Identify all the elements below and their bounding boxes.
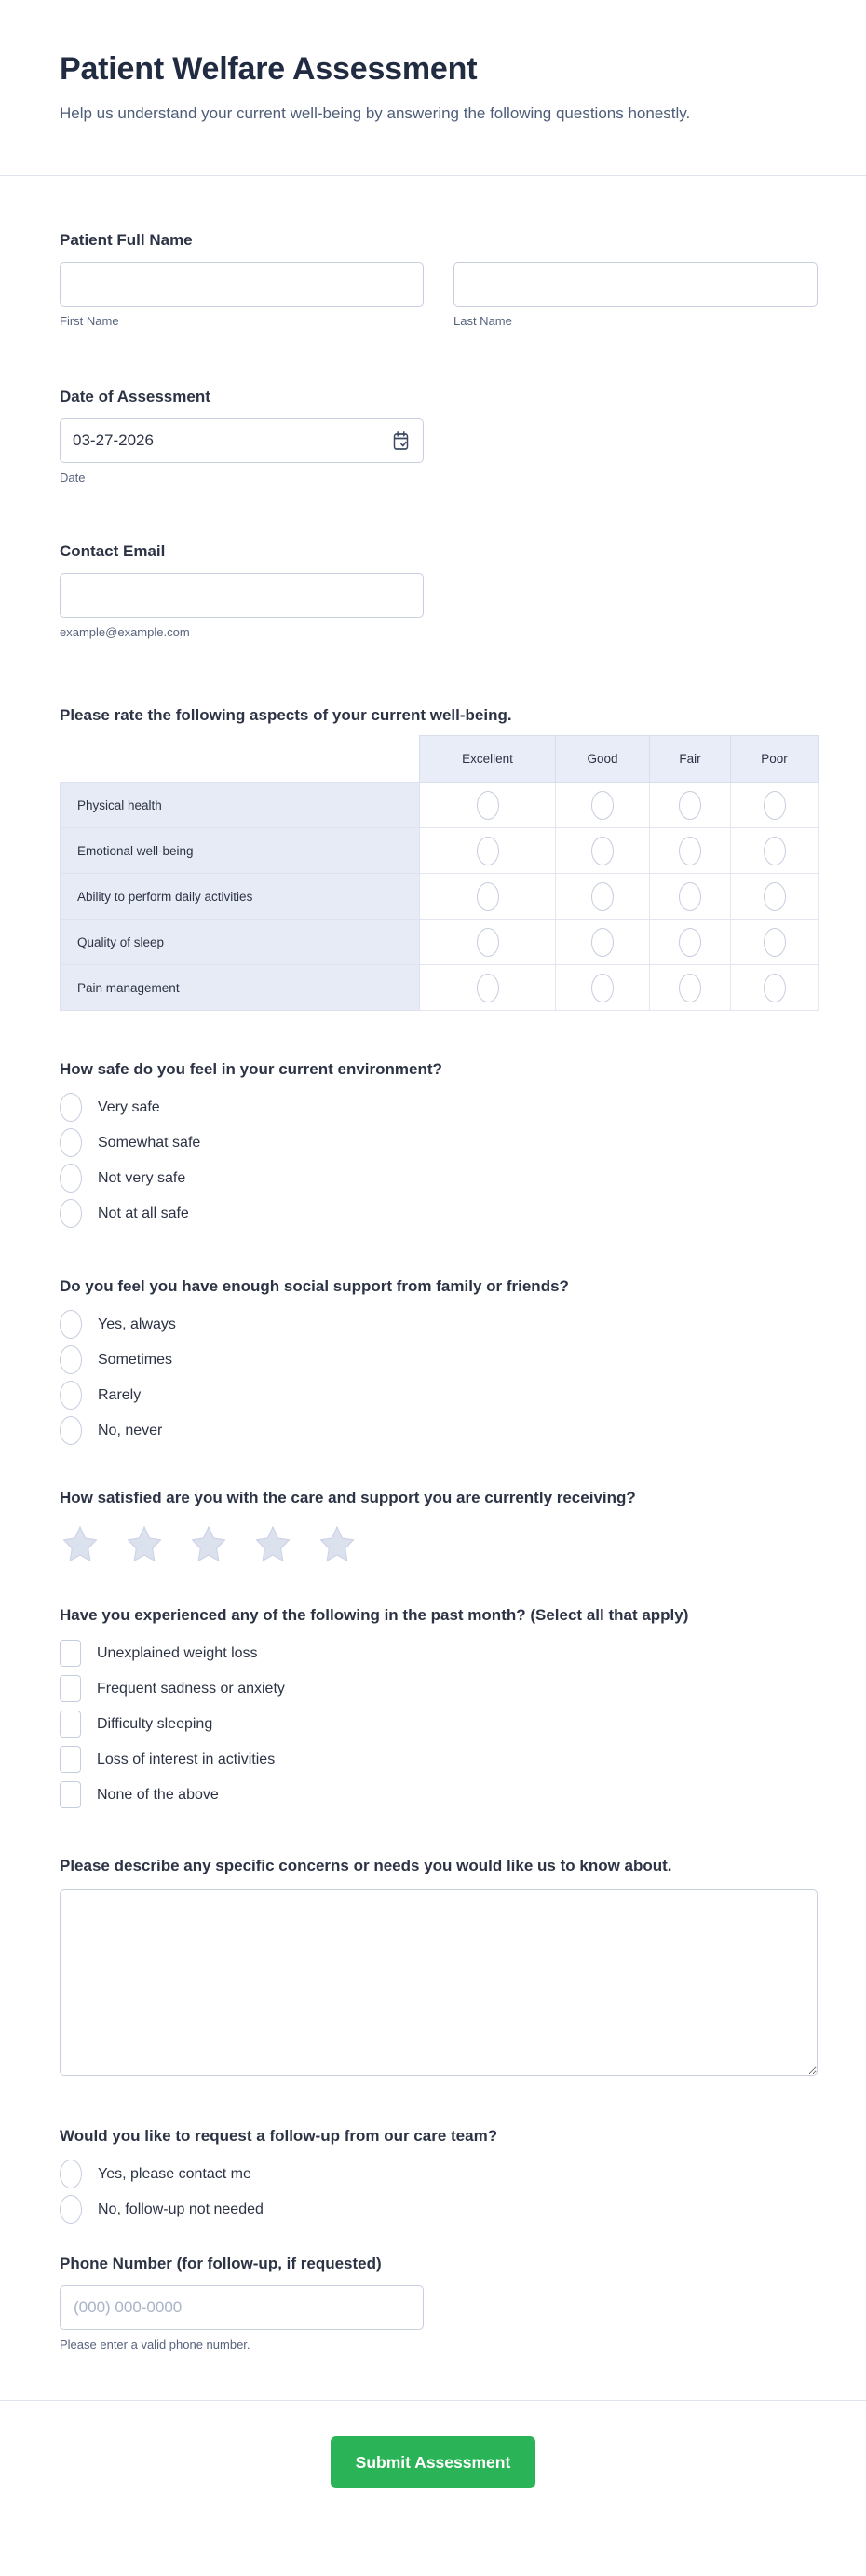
radio-group-followup [60,2160,818,2224]
option-label: Loss of interest in activities [97,1751,276,1767]
question-phone [60,2254,818,2352]
radio-icon [477,928,499,957]
email-sublabel: example@example.com [60,625,190,639]
matrix-radio-cell[interactable] [731,783,819,828]
question-email [60,541,818,640]
date-value: 03-27-2026 [73,431,154,449]
question-followup [60,2126,818,2224]
radio-icon [591,928,614,957]
radio-icon [764,882,786,911]
option-label: Frequent sadness or anxiety [97,1681,285,1697]
question-label: Contact Email [60,542,166,560]
phone-sublabel: Please enter a valid phone number. [60,2337,250,2351]
matrix-row [61,920,819,965]
matrix-row-label: Ability to perform daily activities [61,874,420,920]
radio-icon [60,2195,82,2224]
form-header [0,0,866,175]
matrix-radio-cell[interactable] [420,783,556,828]
radio-icon [477,791,499,820]
radio-option[interactable] [60,1416,818,1445]
radio-option[interactable] [60,1164,818,1193]
radio-option[interactable] [60,1345,818,1374]
matrix-radio-cell[interactable] [556,965,650,1011]
checkbox-group-symptoms [60,1639,818,1809]
matrix-radio-cell[interactable] [731,874,819,920]
matrix-column-header: Excellent [420,736,556,783]
matrix-radio-cell[interactable] [420,965,556,1011]
radio-icon [477,974,499,1002]
question-label: Please describe any specific concerns or needs you would like us to know about. [60,1857,672,1874]
first-name-input[interactable] [60,262,424,307]
radio-icon [60,1310,82,1339]
question-label: Please rate the following aspects of your current well-being. [60,706,512,724]
radio-icon [591,882,614,911]
submit-button[interactable]: Submit Assessment [331,2436,535,2488]
matrix-row [61,828,819,874]
matrix-radio-cell[interactable] [650,828,731,874]
option-label: Difficulty sleeping [97,1716,213,1732]
question-label: Phone Number (for follow-up, if requested) [60,2255,382,2272]
question-label: How satisfied are you with the care and support you are currently receiving? [60,1489,636,1506]
checkbox-icon [60,1675,81,1702]
matrix-radio-cell[interactable] [556,783,650,828]
radio-icon [477,837,499,865]
question-label: Do you feel you have enough social support from family or friends? [60,1277,569,1295]
star-icon[interactable] [188,1523,229,1568]
matrix-radio-cell[interactable] [650,874,731,920]
question-label: Have you experienced any of the following in the past month? (Select all that apply) [60,1606,689,1624]
radio-icon [764,837,786,865]
page-title: Patient Welfare Assessment [60,51,478,87]
last-name-sublabel: Last Name [453,314,512,328]
checkbox-icon [60,1711,81,1738]
question-label: How safe do you feel in your current environment? [60,1060,442,1078]
concerns-textarea[interactable] [60,1889,818,2076]
matrix-radio-cell[interactable] [731,920,819,965]
matrix-radio-cell[interactable] [650,920,731,965]
option-label: Yes, please contact me [98,2166,251,2182]
radio-group-support [60,1310,818,1445]
question-safety [60,1059,818,1228]
radio-icon [60,2160,82,2188]
checkbox-option[interactable] [60,1745,818,1774]
matrix-row [61,874,819,920]
matrix-column-header: Poor [731,736,819,783]
question-full-name [60,230,818,329]
question-social-support [60,1276,818,1445]
radio-option[interactable] [60,1381,818,1410]
option-label: Unexplained weight loss [97,1645,258,1661]
matrix-column-header: Fair [650,736,731,783]
calendar-icon[interactable] [391,429,411,452]
checkbox-icon [60,1746,81,1773]
option-label: Somewhat safe [98,1135,201,1151]
radio-icon [60,1345,82,1374]
question-label: Patient Full Name [60,231,193,249]
matrix-column-header: Good [556,736,650,783]
matrix-radio-cell[interactable] [420,920,556,965]
option-label: No, follow-up not needed [98,2201,264,2217]
matrix-radio-cell[interactable] [420,828,556,874]
radio-icon [764,928,786,957]
matrix-row-label: Emotional well-being [61,828,420,874]
radio-icon [764,791,786,820]
matrix-radio-cell[interactable] [650,783,731,828]
email-input[interactable] [60,573,424,618]
option-label: Very safe [98,1099,160,1115]
radio-icon [477,882,499,911]
checkbox-icon [60,1781,81,1808]
matrix-radio-cell[interactable] [556,874,650,920]
radio-icon [679,791,701,820]
checkbox-option[interactable] [60,1639,818,1668]
radio-icon [679,882,701,911]
radio-option[interactable] [60,2160,818,2188]
last-name-input[interactable] [453,262,818,307]
first-name-sublabel: First Name [60,314,119,328]
radio-option[interactable] [60,1310,818,1339]
radio-icon [60,1093,82,1122]
star-icon[interactable] [124,1523,165,1568]
radio-icon [591,837,614,865]
rating-matrix [60,735,819,1011]
matrix-radio-cell[interactable] [556,920,650,965]
star-icon[interactable] [317,1523,358,1568]
radio-icon [679,837,701,865]
checkbox-option[interactable] [60,1780,818,1809]
radio-icon [60,1416,82,1445]
question-symptoms [60,1605,818,1809]
question-label: Would you like to request a follow-up from our care team? [60,2127,498,2145]
matrix-row [61,783,819,828]
option-label: No, never [98,1423,163,1438]
radio-option[interactable] [60,2195,818,2224]
radio-icon [591,791,614,820]
option-label: Not very safe [98,1170,186,1186]
question-label: Date of Assessment [60,388,210,405]
matrix-radio-cell[interactable] [731,828,819,874]
matrix-row-label: Quality of sleep [61,920,420,965]
option-label: Not at all safe [98,1206,189,1221]
matrix-row [61,965,819,1011]
question-satisfaction [60,1488,818,1568]
matrix-corner-cell [61,736,420,783]
checkbox-option[interactable] [60,1710,818,1738]
date-input[interactable] [60,418,424,463]
form-subtitle: Help us understand your current well-being by answering the following questions honestly. [60,104,691,122]
radio-option[interactable] [60,1199,818,1228]
header-divider [0,175,866,176]
form-body [0,230,866,2400]
matrix-radio-cell[interactable] [650,965,731,1011]
matrix-radio-cell[interactable] [556,828,650,874]
radio-option[interactable] [60,1128,818,1157]
radio-icon [60,1128,82,1157]
radio-icon [60,1199,82,1228]
matrix-radio-cell[interactable] [420,874,556,920]
radio-option[interactable] [60,1093,818,1122]
star-rating [60,1523,818,1568]
question-concerns [60,1856,818,2076]
radio-icon [60,1164,82,1193]
radio-icon [679,928,701,957]
radio-icon [679,974,701,1002]
matrix-row-label: Physical health [61,783,420,828]
option-label: Sometimes [98,1352,173,1368]
question-date [60,387,818,485]
checkbox-icon [60,1640,81,1667]
option-label: None of the above [97,1787,219,1803]
star-icon[interactable] [60,1523,101,1568]
question-wellbeing-matrix [60,705,818,1011]
radio-icon [764,974,786,1002]
date-sublabel: Date [60,470,86,484]
radio-group-safety [60,1093,818,1228]
matrix-radio-cell[interactable] [731,965,819,1011]
star-icon[interactable] [252,1523,293,1568]
option-label: Yes, always [98,1316,176,1332]
phone-input[interactable] [60,2285,424,2330]
form-footer [0,2401,866,2538]
option-label: Rarely [98,1387,142,1403]
matrix-row-label: Pain management [61,965,420,1011]
radio-icon [591,974,614,1002]
checkbox-option[interactable] [60,1674,818,1703]
radio-icon [60,1381,82,1410]
